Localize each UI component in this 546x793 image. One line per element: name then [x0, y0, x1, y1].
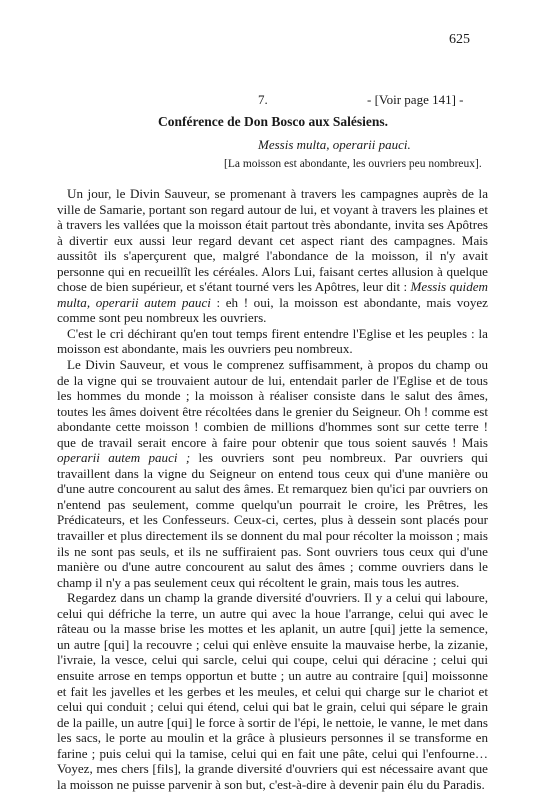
chapter-header: [258, 92, 464, 108]
paragraph: [57, 357, 488, 590]
paragraph-text: les ouvriers sont peu nombreux. Par ouvriers qui travaillent dans la vigne du Seigneur on entend tous ceux qui d'une manière ou d'une autre concourent au salut des âmes. Et remarquez bien qu'ici par ouvriers on n'entend pas seulement, comme quelqu'un pourrait le croire, les Prêtres, les Prédicateurs, et les Confesseurs. Ceux-ci, certes, plus à dessein sont placés pour travailler et plus directement ils se donnent du mal pour récolter la moisson ; mais ils ne sont pas seuls, et ils ne suffiraient pas. Sont ouvriers tous ceux qui d'une manière ou d'une autre concourent au salut des âmes ; comme ouvriers dans le champ il n'y a pas seulement ceux qui récoltent le grain, mais tous les autres.: [57, 450, 488, 590]
latin-quote: operarii autem pauci ;: [57, 450, 191, 466]
paragraph-text: C'est le cri déchirant qu'en tout temps firent entendre l'Eglise et les peuples : la moisson est abondante, mais les ouvriers peu nombreux.: [57, 325, 488, 357]
page-number: 625: [449, 32, 470, 47]
paragraph: [57, 326, 488, 357]
paragraph-text: Un jour, le Divin Sauveur, se promenant à travers les campagnes auprès de la ville de Samarie, portant son regard autour de lui, et voyant à travers les plaines et à travers les vallées que la moisson était partout très abondante, invita ses Apôtres à divertir eux aussi leur regard devant cet aspect riant des campagnes. Mais aussitôt ils s'aperçurent que, malgré l'abondance de la moisson, il n'y avait personne qui en recueillît les céréales. Alors Lui, faisant certes allusion à quelque chose de bien supérieur, et s'étant tourné vers les Apôtres, leur dit :: [57, 186, 488, 295]
latin-quote: Messis quidem multa, operarii autem pauci: [57, 279, 489, 310]
paragraph: [57, 590, 488, 792]
paragraph-text: Le Divin Sauveur, et vous le comprenez suffisamment, à propos du champ ou de la vigne qui se trouvaient autour de lui, entendait parler de l'Eglise et de tous les hommes du monde ; la moisson à réaliser consiste dans le salut des âmes, toutes les âmes doivent être récoltées dans le grenier du Seigneur. Oh ! comme est abondante cette moisson ! combien de millions d'hommes sont sur cette terre ! que de travail serait encore à faire pour obtenir que tous soient sauvés ! Mais: [57, 357, 488, 450]
paragraph-text: : eh ! oui, la moisson est abondante, mais voyez comme sont peu nombreux les ouvriers.: [57, 294, 488, 326]
epigraph-translation: [La moisson est abondante, les ouvriers peu nombreux].: [224, 158, 482, 170]
paragraph-text: Regardez dans un champ la grande diversité d'ouvriers. Il y a celui qui laboure, celui qui défriche la terre, un autre qui avec la houe l'arrange, celui qui avec le râteau ou la masse brise les mottes et les aplanit, un autre [qui] jette la semence, un autre [qui] la recouvre ; celui qui enlève ensuite la mauvaise herbe, la zizanie, l'ivraie, la vesce, celui qui sarcle, celui qui coupe, celui qui déracine ; celui qui ensuite arrose en temps opportun et butte ; un autre au contraire [qui] moissonne et fait les javelles et les gerbes et les meules, et celui qui charge sur le chariot et celui qui conduit ; celui qui étend, celui qui bat le grain, celui qui sépare le grain de la paille, un autre [qui] le force à sortir de l'épi, le nettoie, le vanne, le met dans les sacs, le porte au moulin et la grâce à plusieurs personnes il se transforme en farine ; puis celui qui la tamise, celui qui en fait une pâte, celui qui l'enfourne… Voyez, mes chers [fils], la grande diversité d'ouvriers qui est nécessaire avant que la moisson ne puisse parvenir à son but, c'est-à-dire à devenir pain élu du Paradis.: [57, 590, 488, 792]
paragraph: [57, 186, 488, 326]
body-text: [57, 186, 488, 792]
conference-title: Conférence de Don Bosco aux Salésiens.: [157, 114, 388, 129]
chapter-number: 7.: [258, 92, 268, 107]
page-reference: - [Voir page 141] -: [367, 92, 464, 107]
latin-epigraph: Messis multa, operarii pauci.: [258, 137, 411, 152]
